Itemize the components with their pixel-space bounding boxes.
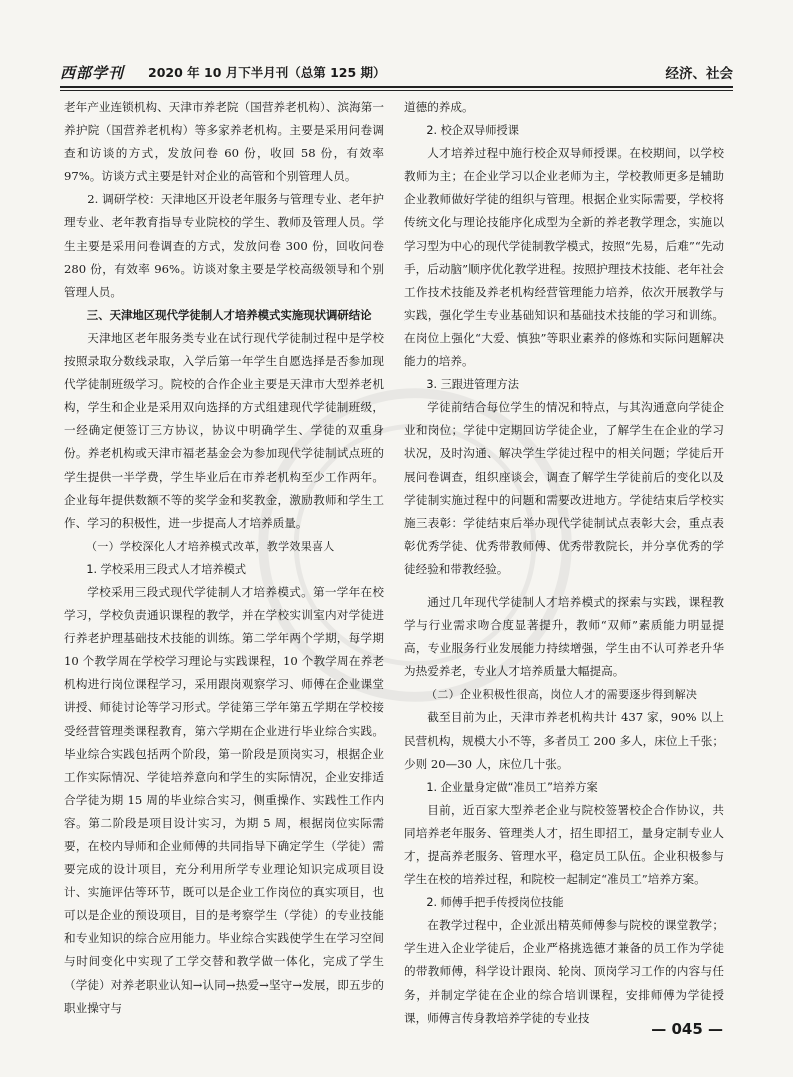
body-paragraph: 学徒前结合每位学生的情况和特点，与其沟通意向学徒企业和岗位；学徒中定期回访学徒企业，了解学生在企业的学习状况，及时沟通、解决学生学徒过程中的相关问题；学徒后开展问卷调查，组织座谈会，调查了解学生学徒前后的变化以及学徒制实施过程中的问题和需要改进地方。学徒结束后学校实施三表彰：学徒结束后举办现代学徒制试点表彰大会，重点表彰优秀学徒、优秀带教师傅、优秀带教院长，并分享优秀的学徒经验和带教经验。 — [404, 400, 724, 576]
right-column — [404, 96, 724, 1030]
body-paragraph: 截至目前为止，天津市养老机构共计 437 家，90% 以上民营机构，规模大小不等，多者员工 200 多人，床位上千张；少则 20—30 人，床位几十张。 — [404, 710, 724, 771]
body-paragraph: 人才培养过程中施行校企双导师授课。在校期间，以学校教师为主；在企业学习以企业老师为主，学校教师更多是辅助企业教师做好学徒的组织与管理。根据企业实际需要，学校将传统文化与理论技能序化成型为全新的养老教学理念，实施以学习型为中心的现代学徒制教学模式，按照“先易，后难”“先动手，后动脑”顺序优化教学进程。按照护理技术技能、老年社会工作技术技能及养老机构经营管理能力培养，依次开展教学与实践，强化学生专业基础知识和基础技术技能的学习和训练。在岗位上强化“大爱、慎独”等职业素养的修炼和实际问题解决能力的培养。 — [404, 146, 724, 369]
item-heading: 2. 师傅手把手传授岗位技能 — [426, 896, 564, 910]
body-paragraph: 道德的养成。 — [404, 100, 474, 114]
item-heading: 1. 企业量身定做“准员工”培养方案 — [426, 780, 598, 794]
section-heading: 三、天津地区现代学徒制人才培养模式实施现状调研结论 — [86, 307, 372, 322]
body-paragraph: 学校采用三段式现代学徒制人才培养模式。第一学年在校学习，学校负责通识课程的教学，并在学校实训室内对学徒进行养老护理基础技术技能的训练。第二学年两个学期，每学期 10 个教学周在学校学习理论与实践课程，10 个教学周在养老机构进行岗位课程学习，采用跟岗观察学习、师傅在企业课堂讲授、师徒讨论等学习形式。学徒第三学年第五学期在学校接受经营管理类课程教育，第六学期在企业进行毕业综合实践。毕业综合实践包括两个阶段，第一阶段是顶岗实习，根据企业工作实际情况、学徒培养意向和学生的实际情况，企业安排适合学徒为期 15 周的毕业综合实习，侧重操作、实践性工作内容。第二阶段是项目设计实习，为期 5 周，根据岗位实际需要，在校内导师和企业师傅的共同指导下确定学生（学徒）需要完成的设计项目，充分利用所学专业理论知识完成项目设计、实施评估等环节，既可以是企业工作岗位的真实项目，也可以是企业的预设项目，目的是考察学生（学徒）的专业技能和专业知识的综合应用能力。毕业综合实践使学生在学习空间与时间变化中实现了工学交替和教学做一体化，完成了学生（学徒）对养老职业认知→认同→热爱→坚守→发展，即五步的职业操守与 — [64, 584, 384, 1015]
page-header — [60, 58, 733, 88]
body-paragraph: 目前，近百家大型养老企业与院校签署校企合作协议，共同培养老年服务、管理类人才，招生即招工，量身定制专业人才，提高养老服务、管理水平，稳定员工队伍。企业积极参与学生在校的培养过程，和院校一起制定“准员工”培养方案。 — [404, 802, 724, 887]
body-paragraph: 2. 调研学校：天津地区开设老年服务与管理专业、老年护理专业、老年教育指导专业院校的学生、教师及管理人员。学生主要是采用问卷调查的方式，发放问卷 300 份，回收问卷 280 份，有效率 96%。访谈对象主要是学校高级领导和个别管理人员。 — [64, 192, 384, 299]
page-number: — 045 — — [651, 1020, 723, 1038]
subsection-heading: （二）企业积极性很高，岗位人才的需要逐步得到解决 — [426, 688, 698, 702]
section-name: 经济、社会 — [665, 66, 733, 82]
journal-name: 西部学刊 — [60, 64, 125, 82]
body-paragraph: 老年产业连锁机构、天津市养老院（国营养老机构）、滨海第一养护院（国营养老机构）等多家养老机构。主要是采用问卷调查和访谈的方式，发放问卷 60 份，收回 58 份，有效率 97%。访谈方式主要是针对企业的高管和个别管理人员。 — [64, 100, 384, 184]
left-column — [64, 96, 384, 1020]
body-paragraph: 在教学过程中，企业派出精英师傅参与院校的课堂教学；学生进入企业学徒后，企业严格挑选德才兼备的员工作为学徒的带教师傅，科学设计跟岗、轮岗、顶岗学习工作的内容与任务，并制定学徒在企业的综合培训课程，安排师傅为学徒授课，师傅言传身教培养学徒的专业技 — [404, 918, 724, 1025]
issue-info: 2020 年 10 月下半月刊（总第 125 期） — [148, 65, 386, 80]
body-paragraph: 天津地区老年服务类专业在试行现代学徒制过程中是学校按照录取分数线录取，入学后第一年学生自愿选择是否参加现代学徒制班级学习。院校的合作企业主要是天津市大型养老机构，学生和企业是采用双向选择的方式组建现代学徒制班级，一经确定便签订三方协议，协议中明确学生、学徒的双重身份。养老机构或天津市福老基金会为参加现代学徒制试点班的学生提供一半学费，学生毕业后在市养老机构至少工作两年。企业每年提供数额不等的奖学金和奖教金，激励教师和学生工作、学习的积极性，进一步提高人才培养质量。 — [64, 330, 384, 530]
item-heading: 2. 校企双导师授课 — [426, 124, 519, 138]
body-paragraph: 通过几年现代学徒制人才培养模式的探索与实践，课程教学与行业需求吻合度显著提升，教师“双师”素质能力明显提高，专业服务行业发展能力持续增强，学生由不认可养老升华为热爱养老，专业人才培养质量大幅提高。 — [404, 594, 724, 679]
subsection-heading: （一）学校深化人才培养模式改革，教学效果喜人 — [86, 539, 335, 553]
header-divider — [60, 90, 733, 91]
item-heading: 3. 三跟进管理方法 — [426, 378, 519, 392]
paragraph-gap — [404, 581, 724, 591]
item-heading: 1. 学校采用三段式人才培养模式 — [86, 562, 247, 576]
